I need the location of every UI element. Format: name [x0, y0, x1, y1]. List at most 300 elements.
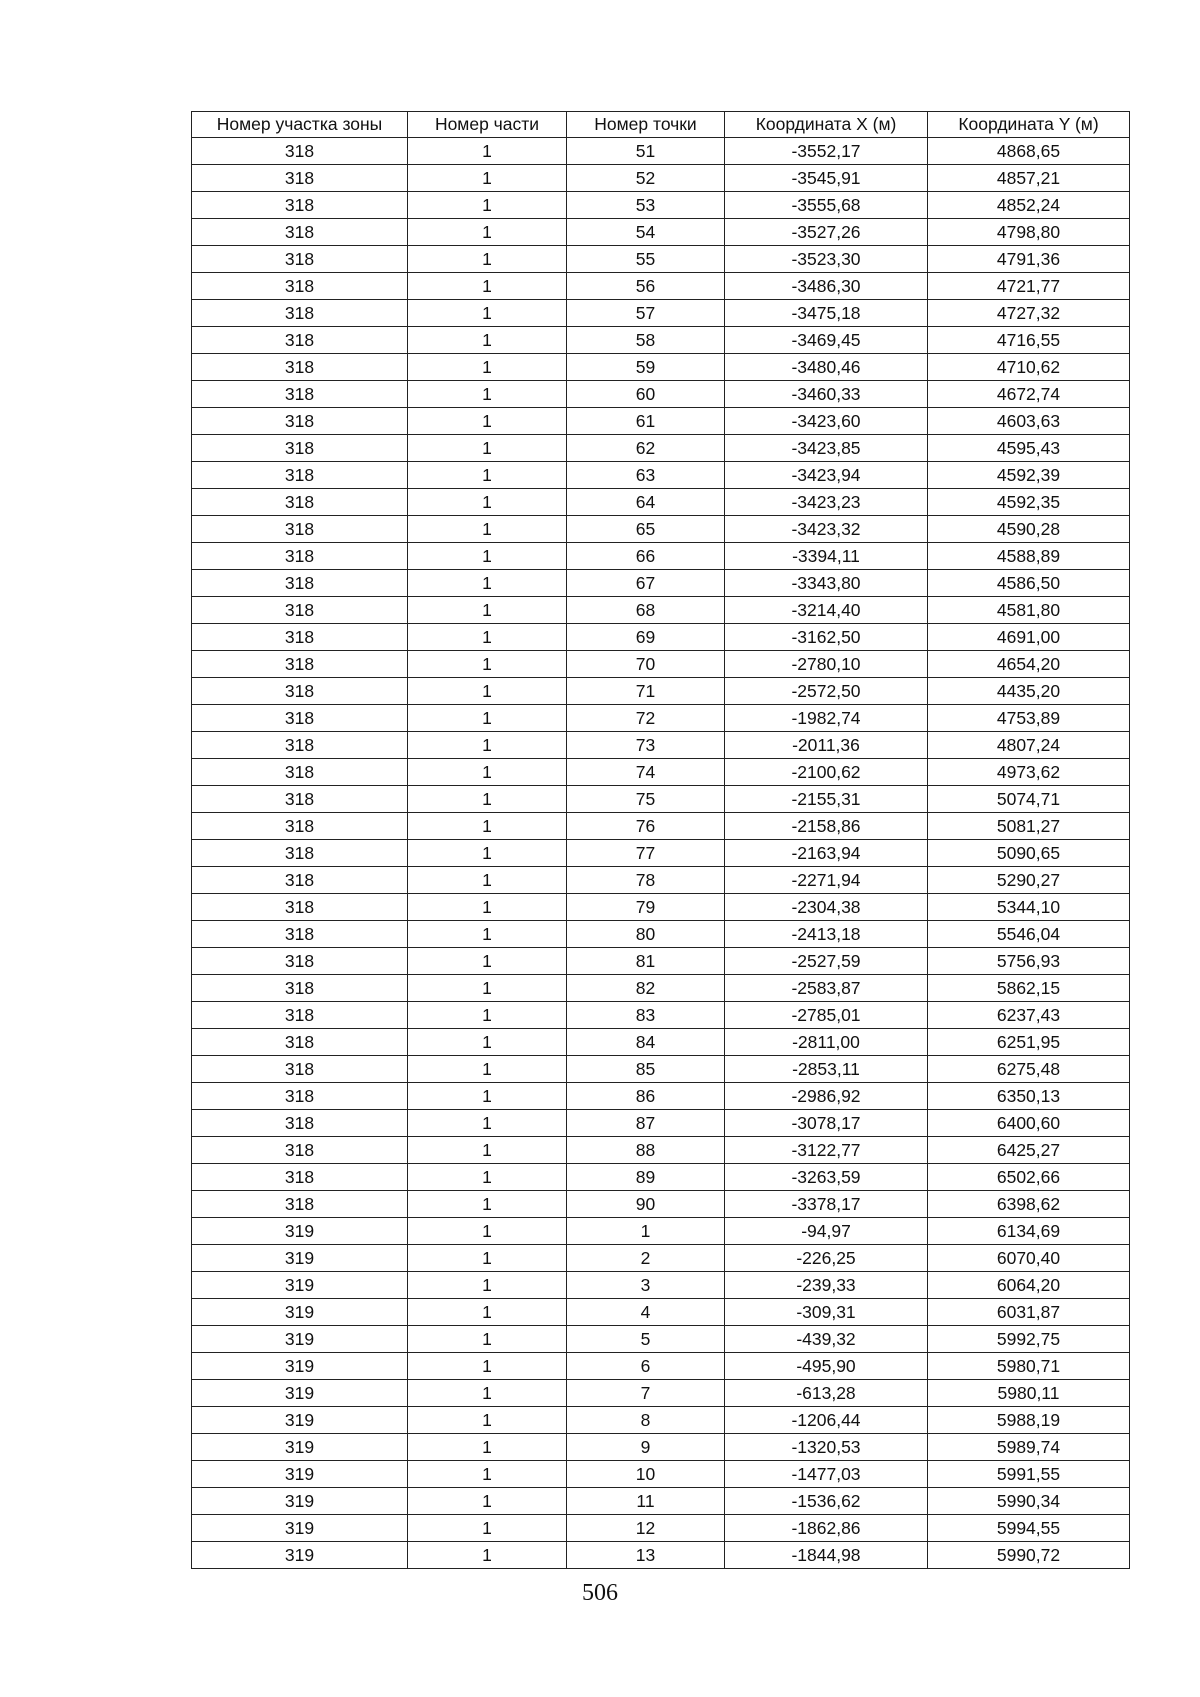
coord-y-cell: 4868,65: [928, 138, 1130, 165]
zone-section-cell: 318: [192, 1110, 408, 1137]
point-cell: 9: [567, 1434, 725, 1461]
table-header: [192, 112, 1130, 138]
table-row: [192, 948, 1130, 975]
table-row: [192, 1326, 1130, 1353]
part-cell: 1: [408, 489, 567, 516]
coord-x-cell: -3527,26: [725, 219, 928, 246]
table-row: [192, 327, 1130, 354]
table-row: [192, 1380, 1130, 1407]
coord-x-cell: -3394,11: [725, 543, 928, 570]
part-cell: 1: [408, 381, 567, 408]
point-cell: 80: [567, 921, 725, 948]
coord-x-cell: -2986,92: [725, 1083, 928, 1110]
table-row: [192, 462, 1130, 489]
coord-y-cell: 6275,48: [928, 1056, 1130, 1083]
part-cell: 1: [408, 1542, 567, 1569]
part-cell: 1: [408, 1245, 567, 1272]
part-cell: 1: [408, 894, 567, 921]
coord-x-cell: -2413,18: [725, 921, 928, 948]
header-coord-y: Координата Y (м): [928, 112, 1130, 138]
part-cell: 1: [408, 624, 567, 651]
coord-y-cell: 5090,65: [928, 840, 1130, 867]
zone-section-cell: 318: [192, 624, 408, 651]
table-row: [192, 1164, 1130, 1191]
coordinates-table: [191, 111, 1130, 1569]
zone-section-cell: 318: [192, 435, 408, 462]
coord-x-cell: -439,32: [725, 1326, 928, 1353]
point-cell: 3: [567, 1272, 725, 1299]
coord-y-cell: 6064,20: [928, 1272, 1130, 1299]
coord-y-cell: 4807,24: [928, 732, 1130, 759]
part-cell: 1: [408, 678, 567, 705]
zone-section-cell: 318: [192, 489, 408, 516]
point-cell: 83: [567, 1002, 725, 1029]
part-cell: 1: [408, 138, 567, 165]
coord-x-cell: -3162,50: [725, 624, 928, 651]
table-row: [192, 597, 1130, 624]
zone-section-cell: 318: [192, 894, 408, 921]
table-row: [192, 165, 1130, 192]
coord-y-cell: 5290,27: [928, 867, 1130, 894]
table-row: [192, 894, 1130, 921]
coord-y-cell: 5992,75: [928, 1326, 1130, 1353]
header-point: Номер точки: [567, 112, 725, 138]
table-row: [192, 705, 1130, 732]
zone-section-cell: 319: [192, 1299, 408, 1326]
part-cell: 1: [408, 867, 567, 894]
coord-y-cell: 4595,43: [928, 435, 1130, 462]
table-row: [192, 273, 1130, 300]
coord-x-cell: -239,33: [725, 1272, 928, 1299]
coord-x-cell: -3122,77: [725, 1137, 928, 1164]
coord-x-cell: -3263,59: [725, 1164, 928, 1191]
table-row: [192, 1002, 1130, 1029]
zone-section-cell: 318: [192, 543, 408, 570]
table-row: [192, 624, 1130, 651]
part-cell: 1: [408, 327, 567, 354]
coord-x-cell: -3423,60: [725, 408, 928, 435]
table-row: [192, 435, 1130, 462]
part-cell: 1: [408, 1218, 567, 1245]
coord-x-cell: -3460,33: [725, 381, 928, 408]
table-row: [192, 219, 1130, 246]
zone-section-cell: 319: [192, 1515, 408, 1542]
point-cell: 4: [567, 1299, 725, 1326]
table-row: [192, 786, 1130, 813]
zone-section-cell: 319: [192, 1326, 408, 1353]
coord-y-cell: 4753,89: [928, 705, 1130, 732]
coord-y-cell: 4588,89: [928, 543, 1130, 570]
coord-y-cell: 4973,62: [928, 759, 1130, 786]
coord-x-cell: -3555,68: [725, 192, 928, 219]
page-number: 506: [582, 1580, 618, 1606]
part-cell: 1: [408, 462, 567, 489]
coord-y-cell: 6400,60: [928, 1110, 1130, 1137]
point-cell: 90: [567, 1191, 725, 1218]
table-row: [192, 813, 1130, 840]
point-cell: 71: [567, 678, 725, 705]
part-cell: 1: [408, 300, 567, 327]
header-row: [192, 112, 1130, 138]
point-cell: 73: [567, 732, 725, 759]
coord-x-cell: -1206,44: [725, 1407, 928, 1434]
part-cell: 1: [408, 1002, 567, 1029]
coord-y-cell: 5988,19: [928, 1407, 1130, 1434]
coord-x-cell: -309,31: [725, 1299, 928, 1326]
table-row: [192, 867, 1130, 894]
coord-y-cell: 5862,15: [928, 975, 1130, 1002]
table-row: [192, 1191, 1130, 1218]
point-cell: 86: [567, 1083, 725, 1110]
zone-section-cell: 319: [192, 1542, 408, 1569]
header-coord-x: Координата X (м): [725, 112, 928, 138]
table-row: [192, 1407, 1130, 1434]
coord-x-cell: -2572,50: [725, 678, 928, 705]
coord-y-cell: 4603,63: [928, 408, 1130, 435]
zone-section-cell: 318: [192, 1164, 408, 1191]
coord-y-cell: 4672,74: [928, 381, 1130, 408]
coord-x-cell: -3523,30: [725, 246, 928, 273]
point-cell: 75: [567, 786, 725, 813]
table-row: [192, 678, 1130, 705]
point-cell: 52: [567, 165, 725, 192]
point-cell: 85: [567, 1056, 725, 1083]
part-cell: 1: [408, 975, 567, 1002]
coord-x-cell: -2011,36: [725, 732, 928, 759]
part-cell: 1: [408, 1164, 567, 1191]
table-row: [192, 408, 1130, 435]
table-row: [192, 381, 1130, 408]
table-row: [192, 1218, 1130, 1245]
coord-x-cell: -3078,17: [725, 1110, 928, 1137]
coord-y-cell: 4710,62: [928, 354, 1130, 381]
table-row: [192, 246, 1130, 273]
header-part: Номер части: [408, 112, 567, 138]
zone-section-cell: 318: [192, 759, 408, 786]
zone-section-cell: 318: [192, 786, 408, 813]
zone-section-cell: 318: [192, 138, 408, 165]
coord-y-cell: 5980,71: [928, 1353, 1130, 1380]
point-cell: 70: [567, 651, 725, 678]
part-cell: 1: [408, 273, 567, 300]
coord-x-cell: -3423,23: [725, 489, 928, 516]
zone-section-cell: 318: [192, 1083, 408, 1110]
point-cell: 56: [567, 273, 725, 300]
zone-section-cell: 319: [192, 1488, 408, 1515]
coord-y-cell: 4721,77: [928, 273, 1130, 300]
coord-y-cell: 4435,20: [928, 678, 1130, 705]
point-cell: 5: [567, 1326, 725, 1353]
part-cell: 1: [408, 786, 567, 813]
zone-section-cell: 318: [192, 1191, 408, 1218]
point-cell: 54: [567, 219, 725, 246]
coord-x-cell: -2158,86: [725, 813, 928, 840]
coord-x-cell: -2527,59: [725, 948, 928, 975]
coord-x-cell: -3214,40: [725, 597, 928, 624]
point-cell: 10: [567, 1461, 725, 1488]
coord-y-cell: 6134,69: [928, 1218, 1130, 1245]
coord-x-cell: -3343,80: [725, 570, 928, 597]
zone-section-cell: 318: [192, 327, 408, 354]
part-cell: 1: [408, 1272, 567, 1299]
point-cell: 65: [567, 516, 725, 543]
part-cell: 1: [408, 1056, 567, 1083]
coord-y-cell: 5989,74: [928, 1434, 1130, 1461]
zone-section-cell: 319: [192, 1380, 408, 1407]
zone-section-cell: 318: [192, 1137, 408, 1164]
coord-x-cell: -2304,38: [725, 894, 928, 921]
point-cell: 79: [567, 894, 725, 921]
point-cell: 87: [567, 1110, 725, 1137]
coord-x-cell: -3475,18: [725, 300, 928, 327]
part-cell: 1: [408, 1137, 567, 1164]
coord-x-cell: -2155,31: [725, 786, 928, 813]
zone-section-cell: 318: [192, 354, 408, 381]
coord-y-cell: 6425,27: [928, 1137, 1130, 1164]
part-cell: 1: [408, 516, 567, 543]
coord-y-cell: 4590,28: [928, 516, 1130, 543]
point-cell: 88: [567, 1137, 725, 1164]
coord-y-cell: 5344,10: [928, 894, 1130, 921]
part-cell: 1: [408, 840, 567, 867]
zone-section-cell: 319: [192, 1407, 408, 1434]
coord-x-cell: -3552,17: [725, 138, 928, 165]
point-cell: 12: [567, 1515, 725, 1542]
table-row: [192, 840, 1130, 867]
coord-y-cell: 4857,21: [928, 165, 1130, 192]
part-cell: 1: [408, 759, 567, 786]
part-cell: 1: [408, 246, 567, 273]
coord-x-cell: -2785,01: [725, 1002, 928, 1029]
table-row: [192, 570, 1130, 597]
coord-x-cell: -613,28: [725, 1380, 928, 1407]
part-cell: 1: [408, 1461, 567, 1488]
part-cell: 1: [408, 1488, 567, 1515]
point-cell: 81: [567, 948, 725, 975]
coord-y-cell: 6398,62: [928, 1191, 1130, 1218]
point-cell: 84: [567, 1029, 725, 1056]
coord-x-cell: -1320,53: [725, 1434, 928, 1461]
point-cell: 2: [567, 1245, 725, 1272]
zone-section-cell: 318: [192, 165, 408, 192]
coord-y-cell: 5994,55: [928, 1515, 1130, 1542]
coord-y-cell: 5991,55: [928, 1461, 1130, 1488]
coord-y-cell: 5990,72: [928, 1542, 1130, 1569]
table-row: [192, 516, 1130, 543]
coord-y-cell: 4654,20: [928, 651, 1130, 678]
part-cell: 1: [408, 1326, 567, 1353]
zone-section-cell: 318: [192, 948, 408, 975]
coord-x-cell: -1477,03: [725, 1461, 928, 1488]
table-row: [192, 1029, 1130, 1056]
table-row: [192, 138, 1130, 165]
zone-section-cell: 319: [192, 1218, 408, 1245]
zone-section-cell: 319: [192, 1434, 408, 1461]
zone-section-cell: 318: [192, 408, 408, 435]
point-cell: 8: [567, 1407, 725, 1434]
point-cell: 78: [567, 867, 725, 894]
part-cell: 1: [408, 732, 567, 759]
zone-section-cell: 318: [192, 813, 408, 840]
coord-x-cell: -2780,10: [725, 651, 928, 678]
table-row: [192, 921, 1130, 948]
part-cell: 1: [408, 1110, 567, 1137]
table-row: [192, 1083, 1130, 1110]
coord-y-cell: 4716,55: [928, 327, 1130, 354]
zone-section-cell: 318: [192, 273, 408, 300]
point-cell: 13: [567, 1542, 725, 1569]
zone-section-cell: 318: [192, 921, 408, 948]
zone-section-cell: 318: [192, 597, 408, 624]
coord-x-cell: -3469,45: [725, 327, 928, 354]
coord-x-cell: -3423,85: [725, 435, 928, 462]
table-row: [192, 1542, 1130, 1569]
point-cell: 7: [567, 1380, 725, 1407]
zone-section-cell: 318: [192, 300, 408, 327]
coord-x-cell: -1844,98: [725, 1542, 928, 1569]
table-row: [192, 759, 1130, 786]
coord-x-cell: -495,90: [725, 1353, 928, 1380]
table-row: [192, 975, 1130, 1002]
part-cell: 1: [408, 1299, 567, 1326]
part-cell: 1: [408, 165, 567, 192]
zone-section-cell: 318: [192, 192, 408, 219]
table-row: [192, 1353, 1130, 1380]
zone-section-cell: 318: [192, 516, 408, 543]
point-cell: 67: [567, 570, 725, 597]
coord-y-cell: 4791,36: [928, 246, 1130, 273]
part-cell: 1: [408, 651, 567, 678]
coord-x-cell: -94,97: [725, 1218, 928, 1245]
point-cell: 74: [567, 759, 725, 786]
table-row: [192, 192, 1130, 219]
part-cell: 1: [408, 408, 567, 435]
point-cell: 64: [567, 489, 725, 516]
table-row: [192, 543, 1130, 570]
part-cell: 1: [408, 543, 567, 570]
coord-y-cell: 5756,93: [928, 948, 1130, 975]
coord-y-cell: 6350,13: [928, 1083, 1130, 1110]
coord-x-cell: -2853,11: [725, 1056, 928, 1083]
zone-section-cell: 318: [192, 219, 408, 246]
part-cell: 1: [408, 1407, 567, 1434]
zone-section-cell: 318: [192, 975, 408, 1002]
point-cell: 63: [567, 462, 725, 489]
part-cell: 1: [408, 435, 567, 462]
coord-y-cell: 4798,80: [928, 219, 1130, 246]
part-cell: 1: [408, 705, 567, 732]
zone-section-cell: 318: [192, 246, 408, 273]
point-cell: 72: [567, 705, 725, 732]
point-cell: 77: [567, 840, 725, 867]
coord-y-cell: 6502,66: [928, 1164, 1130, 1191]
point-cell: 62: [567, 435, 725, 462]
part-cell: 1: [408, 1029, 567, 1056]
part-cell: 1: [408, 813, 567, 840]
point-cell: 11: [567, 1488, 725, 1515]
coord-y-cell: 6031,87: [928, 1299, 1130, 1326]
zone-section-cell: 319: [192, 1353, 408, 1380]
table-row: [192, 1434, 1130, 1461]
table-row: [192, 1056, 1130, 1083]
table-row: [192, 489, 1130, 516]
zone-section-cell: 318: [192, 1056, 408, 1083]
coord-y-cell: 4727,32: [928, 300, 1130, 327]
part-cell: 1: [408, 597, 567, 624]
coord-y-cell: 5074,71: [928, 786, 1130, 813]
point-cell: 53: [567, 192, 725, 219]
point-cell: 60: [567, 381, 725, 408]
zone-section-cell: 318: [192, 381, 408, 408]
table-row: [192, 1110, 1130, 1137]
table-body: [192, 138, 1130, 1569]
zone-section-cell: 318: [192, 1029, 408, 1056]
table-row: [192, 1272, 1130, 1299]
coord-x-cell: -2100,62: [725, 759, 928, 786]
part-cell: 1: [408, 1434, 567, 1461]
coord-x-cell: -1982,74: [725, 705, 928, 732]
point-cell: 51: [567, 138, 725, 165]
point-cell: 57: [567, 300, 725, 327]
zone-section-cell: 318: [192, 840, 408, 867]
table-row: [192, 354, 1130, 381]
point-cell: 58: [567, 327, 725, 354]
part-cell: 1: [408, 192, 567, 219]
coord-x-cell: -3423,94: [725, 462, 928, 489]
zone-section-cell: 318: [192, 1002, 408, 1029]
coord-y-cell: 6070,40: [928, 1245, 1130, 1272]
coord-y-cell: 5980,11: [928, 1380, 1130, 1407]
zone-section-cell: 318: [192, 462, 408, 489]
header-zone-section: Номер участка зоны: [192, 112, 408, 138]
part-cell: 1: [408, 1353, 567, 1380]
part-cell: 1: [408, 921, 567, 948]
coord-y-cell: 4592,35: [928, 489, 1130, 516]
part-cell: 1: [408, 1083, 567, 1110]
point-cell: 68: [567, 597, 725, 624]
point-cell: 69: [567, 624, 725, 651]
zone-section-cell: 318: [192, 705, 408, 732]
coord-x-cell: -3480,46: [725, 354, 928, 381]
point-cell: 59: [567, 354, 725, 381]
zone-section-cell: 318: [192, 651, 408, 678]
table-row: [192, 1137, 1130, 1164]
coord-y-cell: 6251,95: [928, 1029, 1130, 1056]
coord-x-cell: -2271,94: [725, 867, 928, 894]
coord-y-cell: 4592,39: [928, 462, 1130, 489]
coord-x-cell: -1536,62: [725, 1488, 928, 1515]
coord-y-cell: 4586,50: [928, 570, 1130, 597]
point-cell: 66: [567, 543, 725, 570]
coord-x-cell: -1862,86: [725, 1515, 928, 1542]
coord-x-cell: -3486,30: [725, 273, 928, 300]
coord-y-cell: 4691,00: [928, 624, 1130, 651]
coord-x-cell: -2583,87: [725, 975, 928, 1002]
point-cell: 82: [567, 975, 725, 1002]
coord-x-cell: -2163,94: [725, 840, 928, 867]
coord-y-cell: 5081,27: [928, 813, 1130, 840]
zone-section-cell: 318: [192, 678, 408, 705]
coord-x-cell: -2811,00: [725, 1029, 928, 1056]
zone-section-cell: 318: [192, 867, 408, 894]
zone-section-cell: 319: [192, 1272, 408, 1299]
table-row: [192, 1245, 1130, 1272]
part-cell: 1: [408, 219, 567, 246]
coord-y-cell: 4852,24: [928, 192, 1130, 219]
table-row: [192, 651, 1130, 678]
point-cell: 89: [567, 1164, 725, 1191]
coord-x-cell: -226,25: [725, 1245, 928, 1272]
